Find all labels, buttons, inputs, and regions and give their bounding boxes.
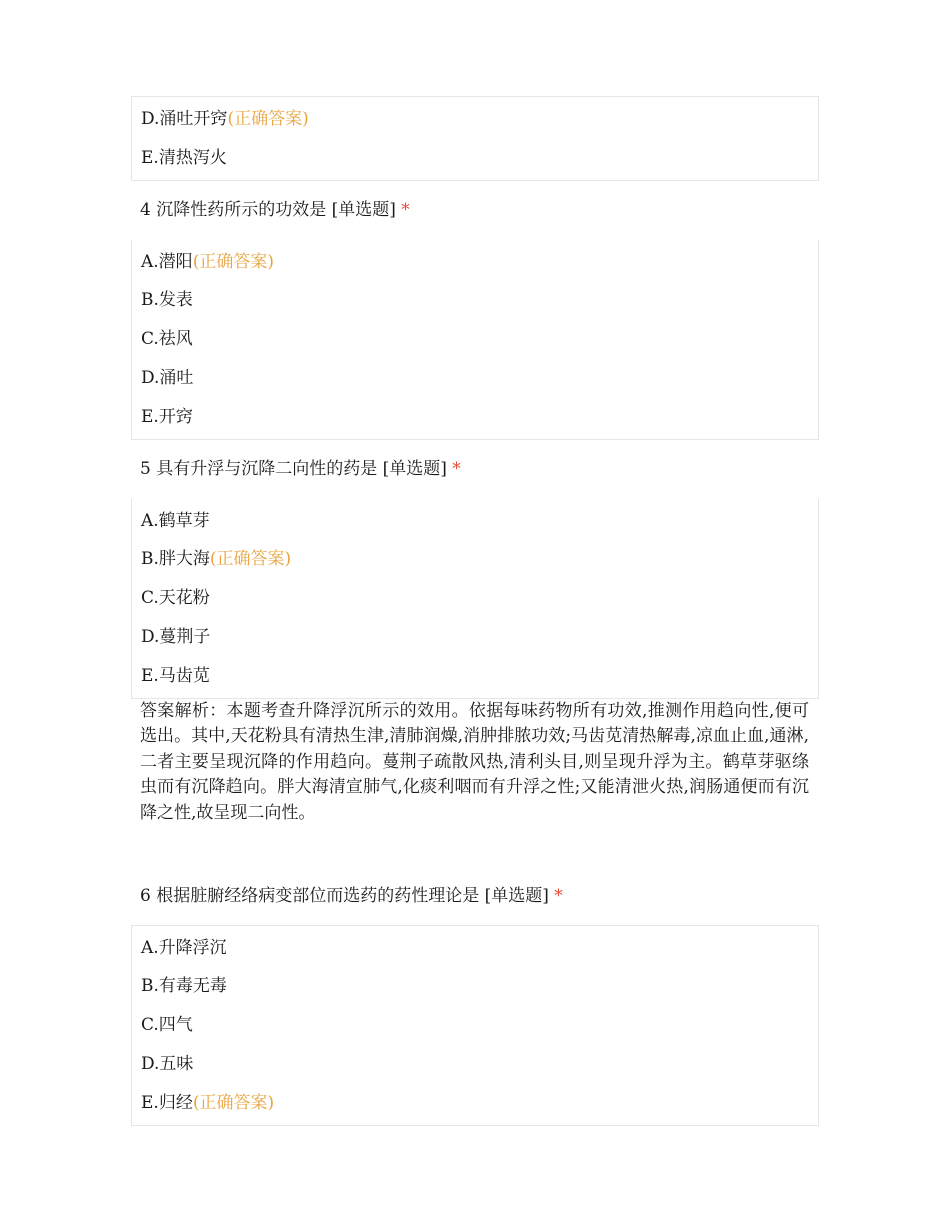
q3-option-e[interactable]: E.清热泻火: [141, 147, 227, 168]
q6-options: [131, 925, 819, 1126]
q5-analysis: 答案解析：本题考查升降浮沉所示的效用。依据每味药物所有功效,推测作用趋向性,便可选出。其中,天花粉具有清热生津,清肺润燥,消肿排脓功效;马齿苋清热解毒,凉血止血,通淋,二者主要呈现沉降的作用趋向。蔓荆子疏散风热,清利头目,则呈现升浮为主。鹤草芽驱绦虫而有沉降趋向。胖大海清宣肺气,化痰利咽而有升浮之性;又能清泄火热,润肠通便而有沉降之性,故呈现二向性。: [140, 700, 809, 823]
q4-option-b[interactable]: B.发表: [141, 290, 193, 311]
q5-option-c[interactable]: C.天花粉: [141, 588, 210, 609]
q4-title: 4 沉降性药所示的功效是 [单选题] *: [140, 199, 410, 220]
q6-option-e[interactable]: E.归经(正确答案): [141, 1092, 275, 1113]
q5-option-d[interactable]: D.蔓荆子: [141, 626, 211, 647]
q6-option-d[interactable]: D.五味: [141, 1053, 194, 1074]
q6-option-c[interactable]: C.四气: [141, 1015, 193, 1036]
q4-option-e[interactable]: E.开窍: [141, 406, 193, 427]
q5-title: 5 具有升浮与沉降二向性的药是 [单选题] *: [140, 458, 461, 479]
spacer: [131, 827, 819, 867]
q3-options: [131, 96, 819, 181]
q4-options: [131, 239, 819, 440]
q5-option-b[interactable]: B.胖大海(正确答案): [141, 549, 292, 570]
q3-option-d[interactable]: D.涌吐开窍(正确答案): [141, 109, 309, 129]
q5-options: [131, 498, 819, 699]
q4-option-a[interactable]: A.潜阳(正确答案): [141, 251, 274, 272]
required-mark: *: [401, 199, 410, 220]
required-mark: *: [554, 885, 563, 906]
q4-option-d[interactable]: D.涌吐: [141, 367, 194, 388]
q5-option-a[interactable]: A.鹤草芽: [141, 510, 210, 531]
required-mark: *: [452, 458, 461, 479]
q6-title: 6 根据脏腑经络病变部位而选药的药性理论是 [单选题] *: [140, 885, 563, 906]
correct-answer-tag: (正确答案): [192, 251, 274, 272]
q5-option-e[interactable]: E.马齿苋: [141, 665, 210, 686]
correct-answer-tag: (正确答案): [209, 549, 292, 570]
quiz-page: [131, 96, 819, 1126]
q6-option-a[interactable]: A.升降浮沉: [141, 937, 227, 958]
q6-option-b[interactable]: B.有毒无毒: [141, 976, 227, 997]
correct-answer-tag: (正确答案): [227, 109, 309, 129]
correct-answer-tag: (正确答案): [192, 1092, 275, 1113]
q4-option-c[interactable]: C.祛风: [141, 329, 193, 350]
